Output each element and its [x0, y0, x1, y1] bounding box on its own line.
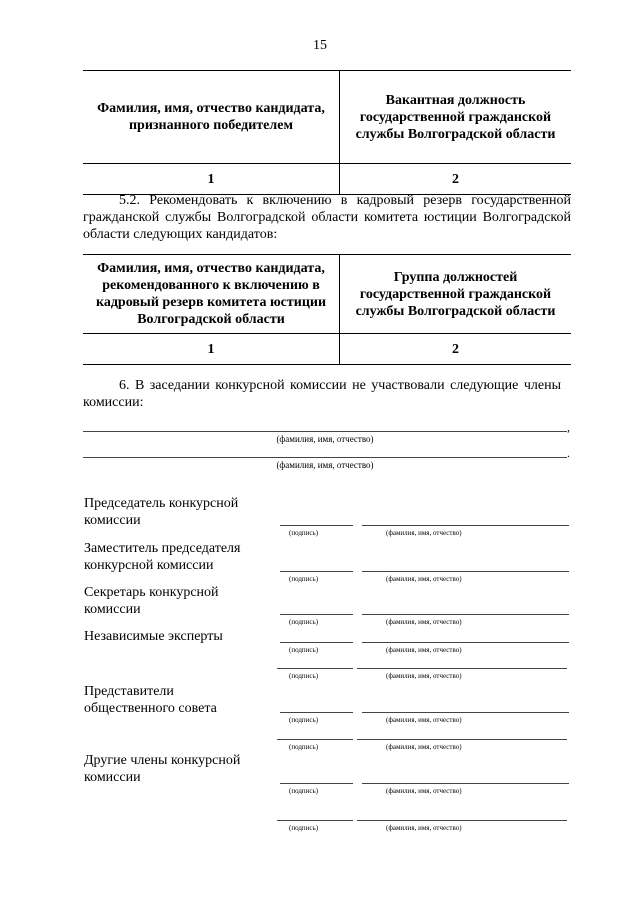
signature-line — [280, 642, 353, 643]
signature-caption: (подпись) — [289, 824, 319, 832]
role-deputy-chairman: Заместитель председателя конкурсной комиссии — [84, 541, 241, 573]
winners-table-col-number-1: 1 — [83, 164, 340, 195]
winners-table-header-name: Фамилия, имя, отчество кандидата, признанного победителем — [83, 71, 340, 164]
signature-line — [280, 571, 353, 572]
name-caption: (фамилия, имя, отчество) — [386, 672, 462, 680]
name-line — [362, 525, 569, 526]
role-secretary: Секретарь конкурсной комиссии — [84, 585, 219, 617]
role-independent-experts: Независимые эксперты — [84, 629, 223, 644]
reserve-table — [83, 254, 571, 365]
reserve-table-header-group: Группа должностей государственной гражданской службы Волгоградской области — [340, 255, 572, 334]
signature-caption: (подпись) — [289, 575, 319, 583]
name-line — [362, 712, 569, 713]
winners-table-header-position: Вакантная должность государственной гражданской службы Волгоградской области — [340, 71, 572, 164]
name-line — [357, 820, 567, 821]
role-public-council: Представители общественного совета — [84, 684, 217, 716]
name-line — [357, 668, 567, 669]
signature-caption: (подпись) — [289, 672, 319, 680]
signature-line — [277, 739, 353, 740]
absent-member-line-1 — [83, 431, 567, 432]
role-chairman: Председатель конкурсной комиссии — [84, 496, 239, 528]
name-caption: (фамилия, имя, отчество) — [386, 529, 462, 537]
reserve-table-header-name: Фамилия, имя, отчество кандидата, рекомендованного к включению в кадровый резерв комитета юстиции Волгоградской области — [83, 255, 340, 334]
name-line — [362, 783, 569, 784]
name-caption: (фамилия, имя, отчество) — [386, 824, 462, 832]
role-other-members: Другие члены конкурсной комиссии — [84, 753, 241, 785]
signature-caption: (подпись) — [289, 716, 319, 724]
absent-member-line-2 — [83, 457, 567, 458]
paragraph-5-2: 5.2. Рекомендовать к включению в кадровый резерв государственной гражданской службы Волгоградской области комитета юстиции Волгоградской области следующих кандидатов: — [83, 193, 571, 242]
absent-member-caption-2: (фамилия, имя, отчество) — [276, 460, 374, 470]
reserve-table-col-number-2: 2 — [340, 334, 572, 365]
signature-line — [280, 783, 353, 784]
winners-table-col-number-2: 2 — [340, 164, 572, 195]
signature-line — [280, 712, 353, 713]
name-caption: (фамилия, имя, отчество) — [386, 575, 462, 583]
signature-line — [277, 820, 353, 821]
signature-caption: (подпись) — [289, 529, 319, 537]
signature-line — [280, 614, 353, 615]
paragraph-6: 6. В заседании конкурсной комиссии не участвовали следующие члены комиссии: — [83, 378, 561, 410]
name-line — [357, 739, 567, 740]
name-caption: (фамилия, имя, отчество) — [386, 646, 462, 654]
name-caption: (фамилия, имя, отчество) — [386, 743, 462, 751]
name-caption: (фамилия, имя, отчество) — [386, 618, 462, 626]
absent-line-2-period: . — [567, 446, 570, 460]
name-line — [362, 642, 569, 643]
signature-line — [280, 525, 353, 526]
name-caption: (фамилия, имя, отчество) — [386, 787, 462, 795]
signature-caption: (подпись) — [289, 618, 319, 626]
signature-caption: (подпись) — [289, 646, 319, 654]
name-caption: (фамилия, имя, отчество) — [386, 716, 462, 724]
page-number: 15 — [313, 38, 327, 53]
winners-table — [83, 70, 571, 195]
signature-caption: (подпись) — [289, 787, 319, 795]
absent-member-caption-1: (фамилия, имя, отчество) — [276, 434, 374, 444]
name-line — [362, 571, 569, 572]
signature-caption: (подпись) — [289, 743, 319, 751]
name-line — [362, 614, 569, 615]
reserve-table-col-number-1: 1 — [83, 334, 340, 365]
signature-line — [277, 668, 353, 669]
absent-line-1-comma: , — [567, 420, 570, 434]
